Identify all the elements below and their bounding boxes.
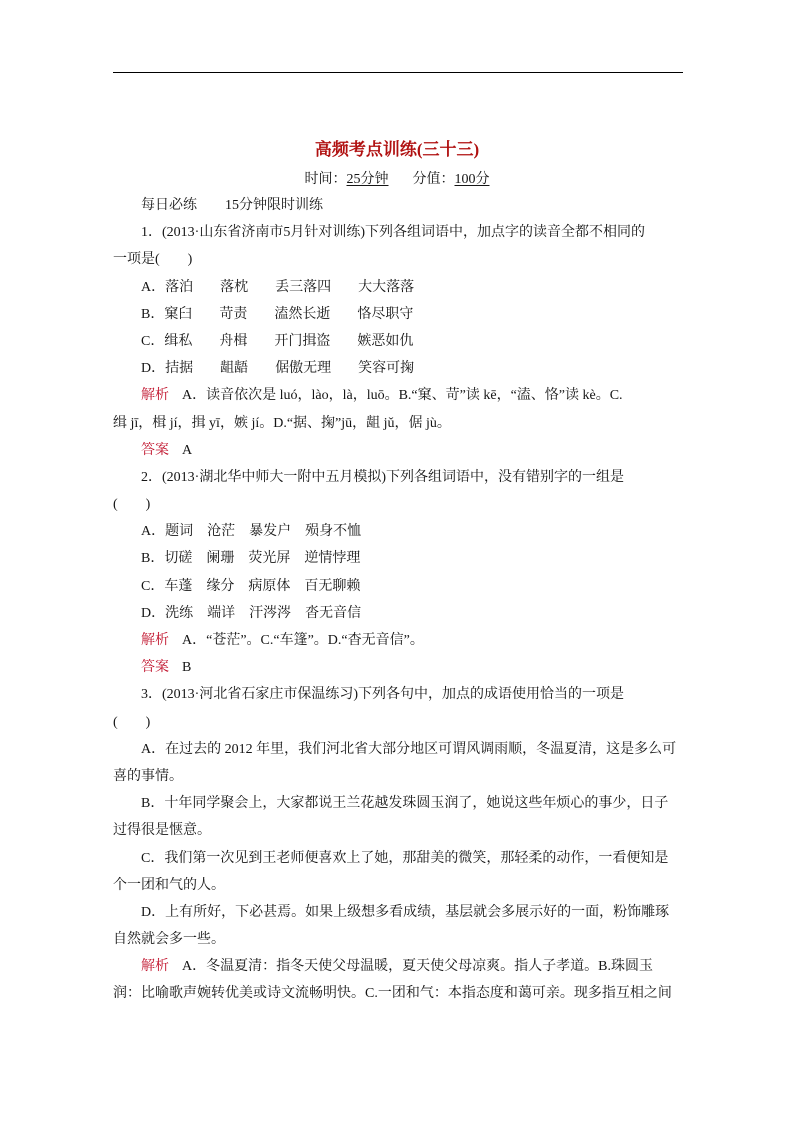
- q3-option-d-line-1: D．上有所好，下必甚焉。如果上级想多看成绩，基层就会多展示好的一面，粉饰雕琢: [141, 904, 670, 920]
- option-label: A．: [141, 279, 166, 295]
- option-word: 殒身不恤: [305, 524, 362, 540]
- q1-stem-line-2: 一项是( ): [113, 252, 193, 268]
- option-label: B．: [141, 551, 165, 567]
- option-word: 恪尽职守: [357, 306, 414, 322]
- answer-label: 答案: [141, 660, 169, 676]
- analysis-text: A．“苍茫”。C.“车篷”。D.“杳无音信”。: [182, 633, 424, 648]
- option-word: 沧茫: [207, 524, 236, 540]
- time-label: 时间：: [304, 172, 347, 187]
- option-word: 汗涔涔: [249, 605, 292, 621]
- q2-answer: [113, 654, 683, 681]
- question-3: [113, 681, 683, 1007]
- q3-stem-line-1: 3．(2013·河北省石家庄市保温练习)下列各句中，加点的成语使用恰当的一项是: [141, 687, 624, 703]
- time-score-line: [0, 170, 794, 190]
- page-title: 高频考点训练(三十三): [314, 140, 480, 159]
- q1-analysis-line-1: [113, 382, 683, 409]
- option-word: 缘分: [206, 578, 235, 594]
- analysis-label: 解析: [141, 633, 169, 648]
- q1-stem-line-1: 1．(2013·山东省济南市5月针对训练)下列各组词语中，加点字的读音全都不相同的: [141, 225, 645, 241]
- q1-option-a: [113, 274, 683, 301]
- option-word: 笑容可掬: [358, 361, 415, 377]
- document-body: [113, 192, 683, 1008]
- q3-option-b-line-1: B．十年同学聚会上，大家都说王兰花越发珠圆玉润了，她说这些年烦心的事少，日子: [141, 796, 669, 812]
- q1-option-b: [113, 301, 683, 328]
- q1-answer: [113, 437, 683, 464]
- question-2: [113, 464, 683, 682]
- option-word: 车蓬: [164, 578, 193, 594]
- option-word: 题词: [165, 524, 194, 540]
- option-word: 窠臼: [164, 306, 193, 322]
- section-title: 每日必练: [141, 198, 197, 213]
- section-heading: [113, 192, 683, 219]
- analysis-label: 解析: [141, 388, 169, 404]
- time-value: 25分钟: [346, 172, 389, 187]
- option-word: 溘然长逝: [274, 306, 331, 322]
- option-word: 暴发户: [249, 524, 292, 540]
- q2-option-d: [113, 600, 683, 627]
- answer-value: A: [182, 442, 193, 458]
- option-word: 病原体: [248, 578, 291, 594]
- option-word: 嫉恶如仇: [357, 333, 414, 349]
- analysis-text: A．冬温夏清：指冬天使父母温暖，夏天使父母凉爽。指人子孝道。B.珠圆玉: [182, 959, 653, 975]
- q3-analysis-line-2: 润：比喻歌声婉转优美或诗文流畅明快。C.一团和气：本指态度和蔼可亲。现多指互相之间: [113, 986, 672, 1002]
- option-word: 龃龉: [220, 361, 249, 377]
- option-word: 端详: [207, 605, 236, 621]
- q2-stem-line-1: 2．(2013·湖北华中师大一附中五月模拟)下列各组词语中，没有错别字的一组是: [141, 469, 624, 485]
- option-word: 洗练: [165, 605, 194, 621]
- section-note: 15分钟限时训练: [225, 198, 323, 213]
- q3-analysis-line-1: [113, 953, 683, 980]
- q3-option-a-line-2: 喜的事情。: [113, 768, 183, 784]
- answer-value: B: [182, 660, 192, 676]
- q1-option-c: [113, 328, 683, 355]
- option-word: 逆情悖理: [304, 551, 361, 567]
- option-word: 缉私: [164, 333, 193, 349]
- q3-option-a-line-1: A．在过去的 2012 年里，我们河北省大部分地区可谓风调雨顺，冬温夏清，这是多么可: [141, 741, 677, 757]
- option-word: 苛责: [219, 306, 248, 322]
- option-label: B．: [141, 306, 165, 322]
- q3-option-b-line-2: 过得很是惬意。: [113, 823, 211, 839]
- header-rule: [113, 72, 683, 73]
- answer-label: 答案: [141, 442, 169, 458]
- option-label: D．: [141, 605, 166, 621]
- option-word: 拮据: [165, 361, 194, 377]
- option-label: C．: [141, 578, 165, 594]
- q3-option-c-line-2: 个一团和气的人。: [113, 877, 225, 893]
- option-word: 切磋: [164, 551, 193, 567]
- option-word: 丢三落四: [275, 279, 332, 295]
- score-label: 分值：: [412, 172, 455, 187]
- option-word: 落枕: [220, 279, 249, 295]
- option-word: 落泊: [165, 279, 194, 295]
- option-word: 倨傲无理: [275, 361, 332, 377]
- q1-analysis-line-2: 缉 jī，楫 jí，揖 yī，嫉 jí。D.“据、掬”jū，龃 jǔ，倨 jù。: [113, 415, 451, 431]
- option-word: 荧光屏: [248, 551, 291, 567]
- option-word: 开门揖盗: [274, 333, 331, 349]
- q2-option-a: [113, 518, 683, 545]
- q2-option-b: [113, 545, 683, 572]
- option-word: 百无聊赖: [304, 578, 361, 594]
- option-word: 阑珊: [206, 551, 235, 567]
- option-label: C．: [141, 333, 165, 349]
- analysis-text: A．读音依次是 luó，lào，là，luō。B.“窠、苛”读 kē，“溘、恪”读 kè。C.: [182, 388, 623, 404]
- question-1: [113, 219, 683, 464]
- q3-option-d-line-2: 自然就会多一些。: [113, 932, 225, 948]
- score-value: 100分: [454, 172, 490, 187]
- q1-option-d: [113, 355, 683, 382]
- analysis-label: 解析: [141, 959, 169, 975]
- q2-stem-line-2: ( ): [113, 497, 151, 513]
- option-word: 沓无音信: [305, 605, 362, 621]
- option-label: D．: [141, 361, 166, 377]
- option-word: 舟楫: [219, 333, 248, 349]
- q2-analysis-line-1: [113, 627, 683, 654]
- q3-option-c-line-1: C．我们第一次见到王老师便喜欢上了她，那甜美的微笑，那轻柔的动作，一看便知是: [141, 850, 669, 866]
- option-label: A．: [141, 524, 166, 540]
- q3-stem-line-2: ( ): [113, 714, 151, 730]
- option-word: 大大落落: [358, 279, 415, 295]
- q2-option-c: [113, 573, 683, 600]
